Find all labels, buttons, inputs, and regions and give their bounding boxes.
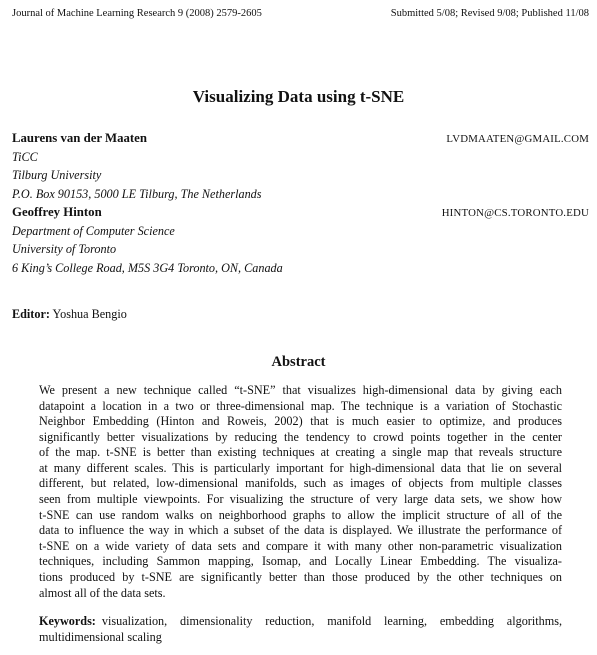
abstract-body [39, 383, 562, 601]
affiliation-line: Tilburg University [12, 168, 102, 182]
abstract-line: different, but related, low-dimensional manifolds, such as images of objects from multiple classes [39, 476, 562, 491]
abstract-line: datapoint a location in a two or three-dimensional map. The technique is a variation of Stochastic [39, 398, 562, 413]
author-email: LVDMAATEN@GMAIL.COM [446, 133, 589, 145]
keywords-line [39, 614, 562, 630]
author-name: Geoffrey Hinton [12, 205, 102, 219]
editor-label: Editor: [12, 307, 50, 321]
author-block-1 [12, 129, 262, 203]
journal-header: Journal of Machine Learning Research 9 (2008) 2579-2605 [12, 8, 262, 19]
author-name: Laurens van der Maaten [12, 131, 147, 145]
author-block-2 [12, 203, 283, 277]
abstract-line: almost all of the data sets. [39, 585, 166, 600]
submission-dates: Submitted 5/08; Revised 9/08; Published 11/08 [390, 8, 589, 19]
affiliation-line: P.O. Box 90153, 5000 LE Tilburg, The Netherlands [12, 186, 262, 201]
abstract-line: tions produced by t-SNE are significantly better than those produced by the other techniques on [39, 569, 562, 584]
keywords-text: visualization, dimensionality reduction, manifold learning, embedding algorithms, [101, 614, 562, 628]
abstract-line: at many different scales. This is particularly important for high-dimensional data that lie on several [39, 460, 562, 475]
keywords-label: Keywords: [39, 614, 96, 628]
abstract-line: seen from multiple viewpoints. For visualizing the structure of very large data sets, we show how [39, 492, 562, 507]
affiliation-line: TiCC [12, 149, 38, 164]
abstract-line: techniques, including Sammon mapping, Isomap, and Locally Linear Embedding. The visualiza- [39, 554, 562, 569]
affiliation-line: Department of Computer Science [12, 223, 175, 238]
abstract-line: t-SNE on a wide variety of data sets and compare it with many other non-parametric visualization [39, 538, 562, 553]
affiliation-line: University of Toronto [12, 242, 117, 256]
keywords-block [39, 614, 562, 645]
keywords-line: multidimensional scaling [39, 629, 162, 644]
affiliation-line: 6 King’s College Road, M5S 3G4 Toronto, ON, Canada [12, 260, 283, 275]
abstract-line: of the map. t-SNE is better than existing techniques at creating a single map that reveals structure [39, 445, 562, 460]
paper-title: Visualizing Data using t-SNE [192, 87, 405, 106]
author-email: HINTON@CS.TORONTO.EDU [441, 207, 589, 219]
abstract-line: Neighbor Embedding (Hinton and Roweis, 2002) that is much easier to optimize, and produces [39, 414, 562, 429]
abstract-line: significantly better visualizations by reducing the tendency to crowd points together in the center [39, 429, 562, 444]
editor-name: Yoshua Bengio [52, 307, 127, 321]
abstract-heading: Abstract [271, 354, 326, 370]
abstract-line: We present a new technique called “t-SNE” that visualizes high-dimensional data by giving each [39, 383, 562, 397]
abstract-line: data to influence the way in which a subset of the data is displayed. We illustrate the performance of [39, 523, 562, 538]
editor-line [12, 305, 127, 323]
abstract-line: t-SNE can use random walks on neighborhood graphs to allow the implicit structure of all of the [39, 507, 562, 522]
